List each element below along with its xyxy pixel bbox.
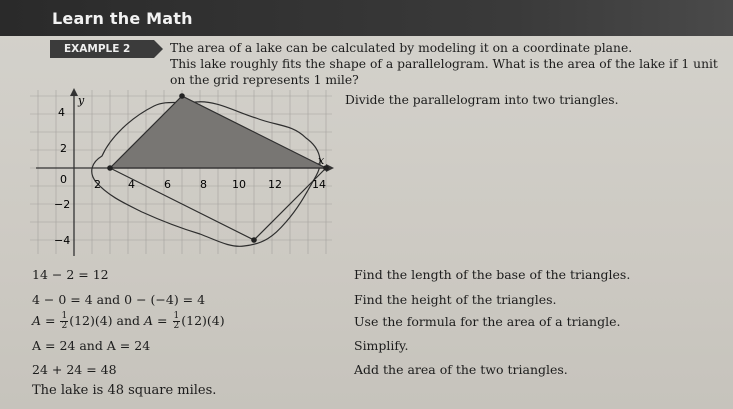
step-explanation-1: Find the length of the base of the triangles. xyxy=(354,267,631,282)
y-tick-label: −4 xyxy=(54,234,71,247)
vertex-point xyxy=(251,237,257,243)
vertex-point xyxy=(107,165,113,171)
step-math-5: 24 + 24 = 48 xyxy=(32,362,117,377)
problem-line-2: This lake roughly fits the shape of a parallelogram. What is the area of the lake if 1 unit xyxy=(170,57,718,71)
coordinate-graph xyxy=(30,86,335,258)
fraction: $\frac{1}{2}$ xyxy=(61,311,68,331)
step-explanation-4: Simplify. xyxy=(354,338,409,353)
section-title: Learn the Math xyxy=(52,9,193,28)
step-explanation-2: Find the height of the triangles. xyxy=(354,292,557,307)
instruction-text: Divide the parallelogram into two triangles. xyxy=(345,93,619,107)
problem-line-3: on the grid represents 1 mile? xyxy=(170,73,359,87)
step-math-3: A = $\frac{1}{2}$ (12)(4) and A = $\frac{1}{2}$ (12)(4) xyxy=(32,311,225,331)
vertex-point xyxy=(179,93,185,99)
step-math-1: 14 − 2 = 12 xyxy=(32,267,109,282)
y-tick-label: 2 xyxy=(60,142,67,155)
step-explanation-5: Add the area of the two triangles. xyxy=(354,362,568,377)
y-tick-label: −2 xyxy=(54,198,71,211)
badge-arrow-icon xyxy=(154,40,163,58)
step-math-2: 4 − 0 = 4 and 0 − (−4) = 4 xyxy=(32,292,206,307)
step-explanation-3: Use the formula for the area of a triangle. xyxy=(354,314,621,329)
y-axis-arrow-icon xyxy=(70,88,78,96)
x-axis-label: x xyxy=(318,154,325,167)
x-tick-label: 8 xyxy=(200,178,207,191)
conclusion-text: The lake is 48 square miles. xyxy=(32,383,217,398)
x-tick-label: 2 xyxy=(94,178,101,191)
problem-line-1: The area of a lake can be calculated by modeling it on a coordinate plane. xyxy=(170,41,633,55)
y-tick-label: 4 xyxy=(58,106,65,119)
fraction: $\frac{1}{2}$ xyxy=(173,311,180,331)
x-tick-label: 4 xyxy=(128,178,135,191)
x-tick-label: 6 xyxy=(164,178,171,191)
origin-label: 0 xyxy=(60,173,67,186)
x-tick-label: 12 xyxy=(268,178,282,191)
x-tick-label: 10 xyxy=(232,178,246,191)
x-tick-label: 14 xyxy=(312,178,326,191)
example-badge: EXAMPLE 2 xyxy=(50,40,154,58)
section-header xyxy=(0,0,733,36)
step-math-4: A = 24 and A = 24 xyxy=(32,338,151,353)
y-axis-label: y xyxy=(78,94,85,107)
